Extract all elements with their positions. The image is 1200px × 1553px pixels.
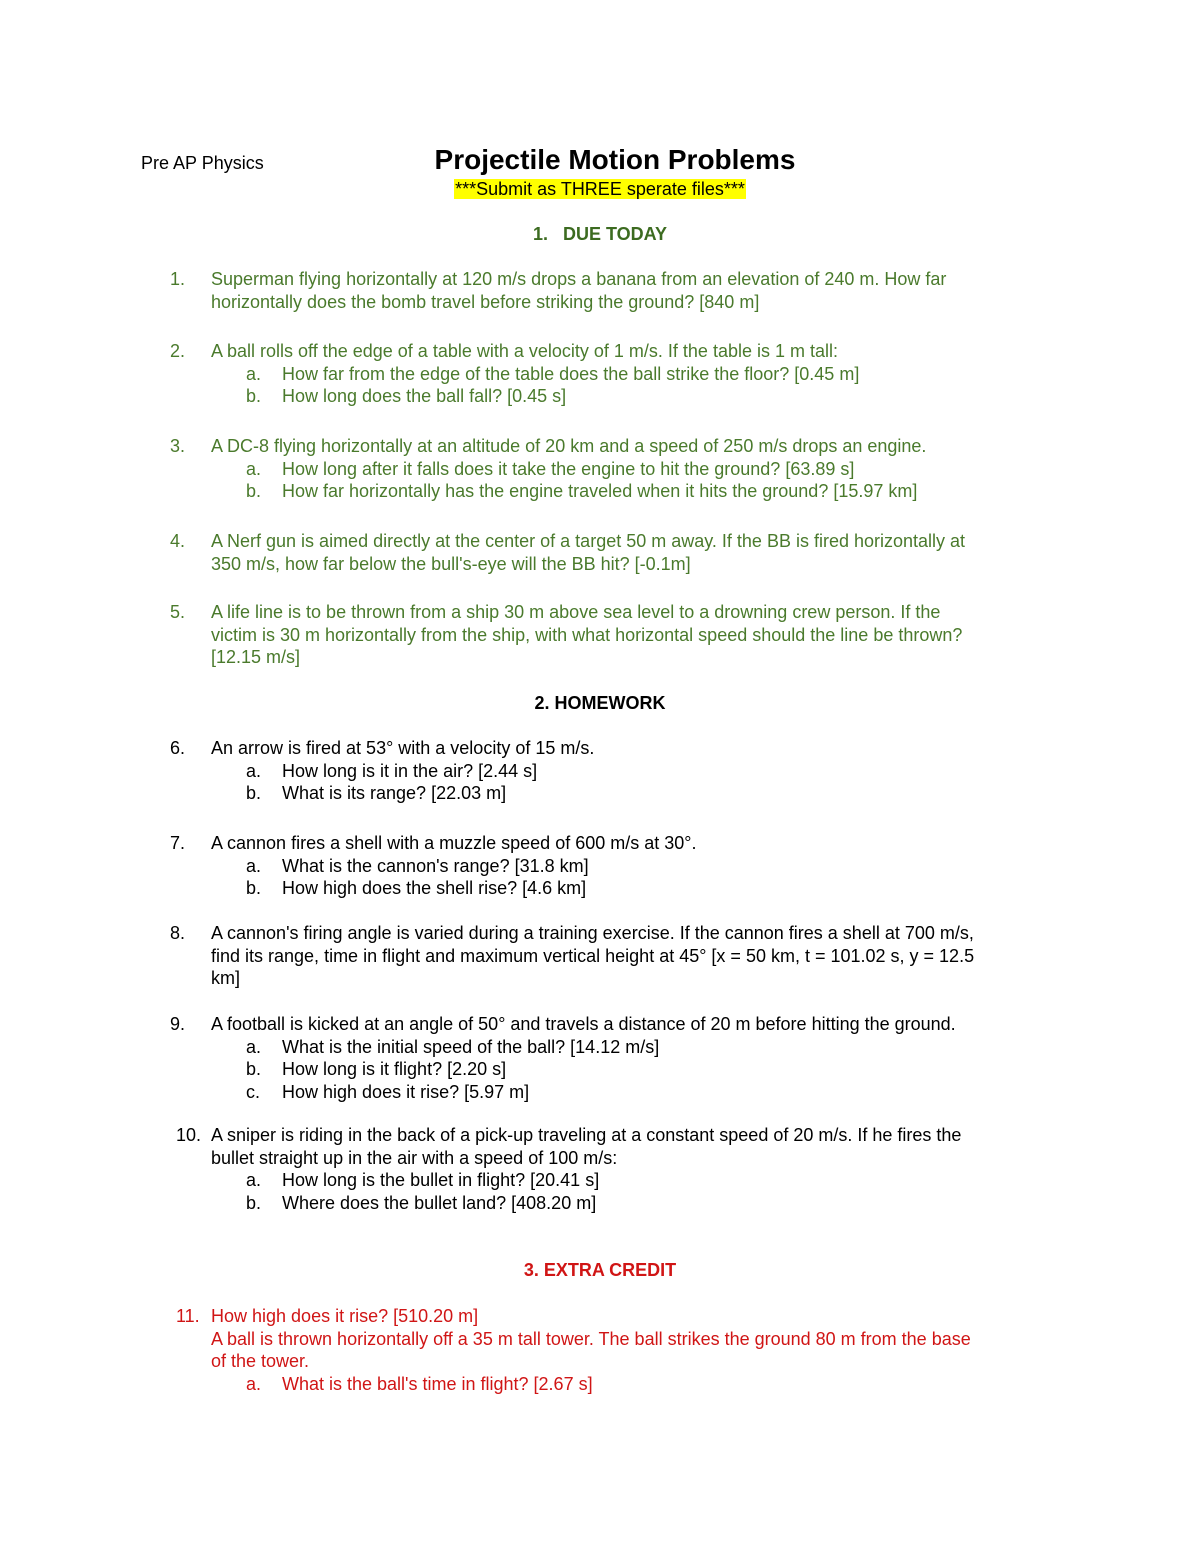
question-text-line: A DC-8 flying horizontally at an altitude of 20 km and a speed of 250 m/s drops an engine. — [211, 436, 927, 456]
submission-note: ***Submit as THREE sperate files*** — [455, 179, 745, 199]
question-number: 5. — [170, 602, 186, 622]
question-text-line: A sniper is riding in the back of a pick-up traveling at a constant speed of 20 m/s. If he fires the — [211, 1125, 962, 1145]
question-text-line: A Nerf gun is aimed directly at the center of a target 50 m away. If the BB is fired horizontally at — [211, 531, 966, 551]
sub-question-letter: a. — [246, 363, 262, 384]
question-number: 3. — [170, 436, 186, 456]
question-8 — [170, 922, 1071, 990]
question-text-line: A cannon fires a shell with a muzzle speed of 600 m/s at 30°. — [211, 833, 697, 853]
question-number: 6. — [170, 738, 186, 758]
sub-question-letter: a. — [246, 458, 262, 479]
section-homework: 2. HOMEWORK — [534, 693, 666, 713]
sub-question — [211, 1192, 1071, 1215]
question-2 — [170, 340, 1071, 408]
sub-question — [211, 877, 1071, 900]
question-text-line: A ball is thrown horizontally off a 35 m tall tower. The ball strikes the ground 80 m from the base — [211, 1328, 971, 1349]
sub-question-letter: b. — [246, 783, 262, 803]
section-due-today: 1. DUE TODAY — [532, 224, 668, 244]
question-text-line: A life line is to be thrown from a ship 30 m above sea level to a drowning crew person. If the — [211, 602, 941, 622]
sub-question-text: How far from the edge of the table does the ball strike the floor? [0.45 m] — [282, 363, 860, 384]
sub-question-text: What is the cannon's range? [31.8 km] — [282, 855, 589, 876]
sub-question-letter: c. — [246, 1081, 261, 1102]
question-number: 10. — [176, 1125, 202, 1145]
question-text-line: A football is kicked at an angle of 50° and travels a distance of 20 m before hitting the ground. — [211, 1014, 956, 1034]
question-11 — [176, 1305, 1071, 1395]
sub-question — [211, 1058, 1071, 1081]
sub-question-letter: b. — [246, 878, 262, 898]
sub-question — [211, 385, 1071, 408]
sub-question-text: How long is the bullet in flight? [20.41 s] — [282, 1170, 600, 1190]
sub-question — [211, 1081, 1071, 1104]
question-text-line: Superman flying horizontally at 120 m/s drops a banana from an elevation of 240 m. How far — [211, 269, 947, 289]
section-extra-credit: 3. EXTRA CREDIT — [523, 1260, 677, 1280]
sub-question-letter: a. — [246, 855, 262, 876]
sub-question-text: What is the initial speed of the ball? [14.12 m/s] — [282, 1036, 660, 1057]
question-text-line: find its range, time in flight and maximum vertical height at 45° [x = 50 km, t = 101.02 s, y = 12.5 — [211, 945, 975, 966]
question-text-line: horizontally does the bomb travel before striking the ground? [840 m] — [211, 291, 760, 312]
question-number: 9. — [170, 1014, 186, 1034]
question-6 — [170, 737, 1071, 805]
sub-question-letter: b. — [246, 1192, 262, 1213]
sub-question-text: How long is it flight? [2.20 s] — [282, 1059, 507, 1079]
sub-question-letter: b. — [246, 481, 262, 501]
question-1 — [170, 268, 1071, 313]
sub-question-letter: a. — [246, 1373, 262, 1394]
sub-question-text: What is its range? [22.03 m] — [282, 783, 507, 803]
sub-question — [211, 1036, 1071, 1059]
question-text-line: km] — [211, 968, 240, 988]
question-number: 2. — [170, 341, 186, 361]
sub-question-text: Where does the bullet land? [408.20 m] — [282, 1192, 597, 1213]
question-text-line: 350 m/s, how far below the bull's-eye will the BB hit? [-0.1m] — [211, 553, 691, 574]
question-9 — [170, 1013, 1071, 1103]
sub-question — [211, 782, 1071, 805]
sub-question — [211, 855, 1071, 878]
question-3 — [170, 435, 1071, 503]
sub-question — [211, 760, 1071, 783]
sub-question-text: How high does the shell rise? [4.6 km] — [282, 878, 587, 898]
page-title: Projectile Motion Problems — [434, 144, 796, 175]
submission-note-wrap — [0, 178, 1200, 200]
sub-question-text: How far horizontally has the engine traveled when it hits the ground? [15.97 km] — [282, 481, 918, 501]
sub-question — [211, 480, 1071, 503]
sub-question-text: How high does it rise? [5.97 m] — [282, 1081, 530, 1102]
question-text-line: How high does it rise? [510.20 m] — [211, 1306, 479, 1326]
question-text-line: A ball rolls off the edge of a table with a velocity of 1 m/s. If the table is 1 m tall: — [211, 341, 838, 361]
sub-question-text: How long after it falls does it take the engine to hit the ground? [63.89 s] — [282, 458, 855, 479]
course-label: Pre AP Physics — [141, 153, 264, 173]
sub-question-letter: b. — [246, 386, 262, 406]
question-text-line: An arrow is fired at 53° with a velocity of 15 m/s. — [211, 738, 595, 758]
sub-question — [211, 1373, 1071, 1396]
question-text-line: of the tower. — [211, 1351, 310, 1371]
sub-question-text: How long does the ball fall? [0.45 s] — [282, 386, 567, 406]
question-4 — [170, 530, 1071, 575]
question-number: 7. — [170, 833, 186, 853]
question-number: 8. — [170, 923, 186, 943]
question-5 — [170, 601, 1071, 669]
sub-question-letter: a. — [246, 1036, 262, 1057]
question-text-line: victim is 30 m horizontally from the ship, with what horizontal speed should the line be thrown? — [211, 624, 963, 645]
question-10 — [176, 1124, 1071, 1214]
question-text-line: [12.15 m/s] — [211, 647, 301, 667]
sub-question-text: What is the ball's time in flight? [2.67 s] — [282, 1373, 593, 1394]
sub-question-letter: a. — [246, 1170, 262, 1190]
sub-question — [211, 363, 1071, 386]
question-number: 1. — [170, 269, 186, 289]
sub-question — [211, 458, 1071, 481]
sub-question-letter: b. — [246, 1059, 262, 1079]
question-7 — [170, 832, 1071, 900]
sub-question-letter: a. — [246, 760, 262, 781]
question-text-line: bullet straight up in the air with a speed of 100 m/s: — [211, 1147, 618, 1168]
question-text-line: A cannon's firing angle is varied during a training exercise. If the cannon fires a shell at 700 m/s, — [211, 923, 974, 943]
sub-question — [211, 1169, 1071, 1192]
question-number: 4. — [170, 531, 186, 551]
sub-question-text: How long is it in the air? [2.44 s] — [282, 760, 538, 781]
question-number: 11. — [176, 1306, 200, 1326]
